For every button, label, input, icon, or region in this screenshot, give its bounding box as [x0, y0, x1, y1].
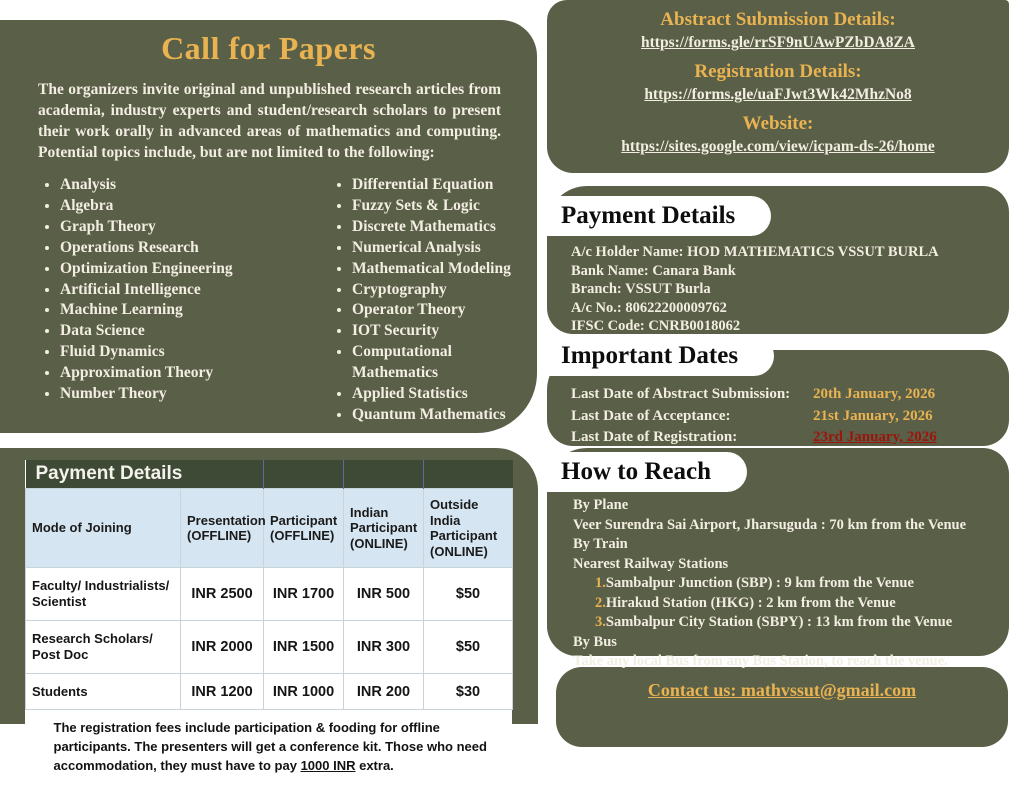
bank-account-info: [571, 243, 995, 336]
band-divider-cell: [424, 460, 513, 489]
deadline-row: [571, 406, 997, 428]
registration-link[interactable]: https://forms.gle/uaFJwt3Wk42MhzNo8: [547, 85, 1009, 104]
fee-cell: INR 200: [344, 674, 424, 710]
fee-table-panel: [0, 448, 538, 724]
topic-item: • Optimization Engineering: [60, 259, 292, 280]
deadline-row: [571, 384, 997, 406]
topic-item: • Data Science: [60, 321, 292, 342]
station-text: Sambalpur City Station (SBPY) : 13 km from the Venue: [606, 614, 952, 630]
travel-directions: [573, 496, 1001, 672]
payment-details-section: [547, 186, 1009, 334]
contact-email-link[interactable]: Contact us: mathvssut@gmail.com: [648, 680, 916, 701]
payment-details-heading: Payment Details: [543, 196, 771, 236]
band-divider-cell: [344, 460, 424, 489]
call-for-papers-panel: [0, 20, 537, 433]
fee-cell: INR 2500: [181, 568, 264, 621]
deadline-date-highlighted: 23rd January, 2026: [813, 427, 937, 449]
fee-note-suffix: extra.: [355, 758, 393, 773]
table-row: [26, 621, 513, 674]
bank-info-line: A/c Holder Name: HOD MATHEMATICS VSSUT BURLA: [571, 243, 995, 262]
deadline-label: Last Date of Registration:: [571, 427, 813, 449]
fee-cell: INR 1200: [181, 674, 264, 710]
topic-item: • Differential Equation: [352, 175, 527, 196]
station-item: [573, 574, 1001, 594]
bank-info-line: IFSC Code: CNRB0018062: [571, 317, 995, 336]
abstract-submission-label: Abstract Submission Details:: [547, 9, 1009, 31]
fee-note-text: The registration fees include participation & fooding for offline participants. The presenters will get a conference kit. Those who need accommodation, they must have to pay: [54, 720, 487, 773]
column-header: Presentation (OFFLINE): [181, 489, 264, 568]
bank-info-line: Bank Name: Canara Bank: [571, 262, 995, 281]
station-text: Hirakud Station (HKG) : 2 km from the Venue: [606, 595, 896, 611]
mode-cell: Students: [26, 674, 181, 710]
topic-item: • Operations Research: [60, 238, 292, 259]
topic-item: • Numerical Analysis: [352, 238, 527, 259]
how-to-reach-heading: How to Reach: [543, 452, 747, 492]
topic-item: • IOT Security: [352, 321, 527, 342]
mode-cell: Research Scholars/ Post Doc: [26, 621, 181, 674]
station-item: [573, 594, 1001, 614]
page-title: Call for Papers: [0, 30, 537, 67]
by-bus-label: By Bus: [573, 633, 1001, 653]
fee-cell: INR 1500: [264, 621, 344, 674]
deadline-label: Last Date of Acceptance:: [571, 406, 813, 428]
deadline-list: [571, 384, 997, 449]
station-number: 1.: [595, 575, 606, 591]
fee-table-card: [25, 460, 512, 785]
topic-item: • Operator Theory: [352, 300, 527, 321]
deadline-label: Last Date of Abstract Submission:: [571, 384, 813, 406]
bank-info-line: Branch: VSSUT Burla: [571, 280, 995, 299]
table-row: [26, 674, 513, 710]
topic-item: • Cryptography: [352, 280, 527, 301]
station-item: [573, 613, 1001, 633]
plane-detail: Veer Surendra Sai Airport, Jharsuguda : 70 km from the Venue: [573, 516, 1001, 536]
fee-table-header-row: [26, 489, 513, 568]
station-text: Sambalpur Junction (SBP) : 9 km from the Venue: [606, 575, 914, 591]
topic-item: • Mathematical Modeling: [352, 259, 527, 280]
fee-cell: INR 500: [344, 568, 424, 621]
intro-paragraph: The organizers invite original and unpublished research articles from academia, industry experts and student/research scholars to present their work orally in advanced areas of mathematics and computing. Potential topics include, but are not limited to the following:: [38, 79, 501, 163]
topic-item: • Analysis: [60, 175, 292, 196]
deadline-date: 20th January, 2026: [813, 384, 935, 406]
fee-cell: $50: [424, 621, 513, 674]
band-divider-cell: [264, 460, 344, 489]
column-header: Indian Participant (ONLINE): [344, 489, 424, 568]
by-plane-label: By Plane: [573, 496, 1001, 516]
website-link[interactable]: https://sites.google.com/view/icpam-ds-26/home: [610, 137, 946, 156]
topic-item: • Discrete Mathematics: [352, 217, 527, 238]
fee-note-row: [26, 710, 513, 785]
how-to-reach-section: [547, 448, 1009, 656]
bank-info-line: A/c No.: 80622200009762: [571, 299, 995, 318]
fee-table-title-row: [26, 460, 513, 489]
contact-panel: [556, 667, 1008, 747]
column-header: Mode of Joining: [26, 489, 181, 568]
topics-list-left: [0, 175, 292, 426]
fee-cell: INR 1700: [264, 568, 344, 621]
registration-fee-table: [25, 460, 513, 785]
stations-label: Nearest Railway Stations: [573, 555, 1001, 575]
important-dates-heading: Important Dates: [543, 336, 774, 376]
fee-cell: INR 2000: [181, 621, 264, 674]
fee-table-title: Payment Details: [26, 460, 264, 489]
by-train-label: By Train: [573, 535, 1001, 555]
fee-note: [26, 710, 513, 785]
abstract-submission-link[interactable]: https://forms.gle/rrSF9nUAwPZbDA8ZA: [547, 33, 1009, 52]
topic-item: • Approximation Theory: [60, 363, 292, 384]
topic-item: • Fluid Dynamics: [60, 342, 292, 363]
station-number: 3.: [595, 614, 606, 630]
topics-columns: [0, 175, 527, 426]
submission-links-panel: [547, 0, 1009, 173]
column-header: Outside India Participant (ONLINE): [424, 489, 513, 568]
deadline-date: 21st January, 2026: [813, 406, 933, 428]
fee-note-underlined: 1000 INR: [301, 758, 356, 773]
topic-item: • Artificial Intelligence: [60, 280, 292, 301]
topic-item: • Machine Learning: [60, 300, 292, 321]
column-header: Participant (OFFLINE): [264, 489, 344, 568]
fee-cell: INR 300: [344, 621, 424, 674]
mode-cell: Faculty/ Industrialists/ Scientist: [26, 568, 181, 621]
registration-label: Registration Details:: [547, 61, 1009, 83]
topic-item: • Algebra: [60, 196, 292, 217]
bus-detail: Take any local Bus from any Bus Station, to reach the venue.: [573, 652, 1001, 672]
topic-item: • Number Theory: [60, 384, 292, 405]
topic-item: • Graph Theory: [60, 217, 292, 238]
fee-cell: INR 1000: [264, 674, 344, 710]
fee-cell: $50: [424, 568, 513, 621]
website-label: Website:: [547, 113, 1009, 135]
topic-item: • Fuzzy Sets & Logic: [352, 196, 527, 217]
fee-cell: $30: [424, 674, 513, 710]
station-number: 2.: [595, 595, 606, 611]
topic-item: • Computational Mathematics: [352, 342, 527, 384]
deadline-row: [571, 427, 997, 449]
topics-list-right: [292, 175, 527, 426]
topic-item: • Applied Statistics: [352, 384, 527, 405]
topic-item: • Quantum Mathematics: [352, 405, 527, 426]
table-row: [26, 568, 513, 621]
important-dates-section: [547, 336, 1009, 446]
